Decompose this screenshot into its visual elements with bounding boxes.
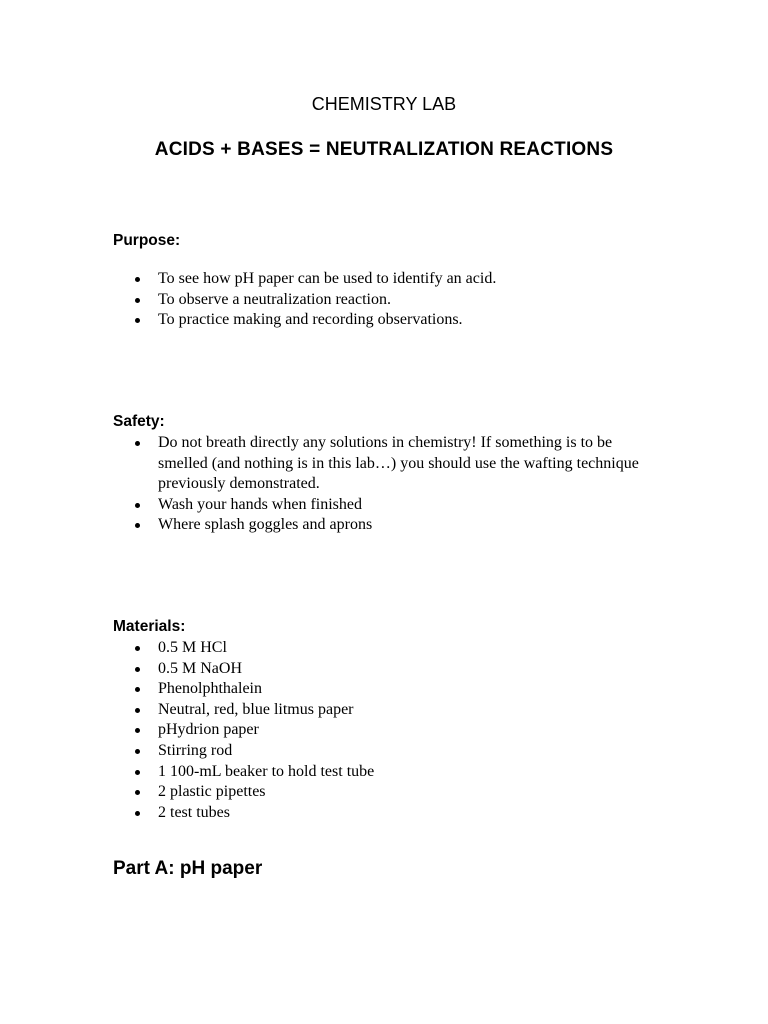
bullet-icon bbox=[135, 790, 140, 795]
list-item-text: To practice making and recording observations. bbox=[158, 311, 463, 329]
list-item bbox=[113, 290, 653, 311]
list-item-text: 0.5 M NaOH bbox=[158, 659, 242, 677]
list-item-text: Phenolphthalein bbox=[158, 680, 262, 698]
bullet-icon bbox=[135, 770, 140, 775]
list-item bbox=[113, 495, 653, 516]
list-item bbox=[113, 720, 653, 741]
list-item-text: 2 plastic pipettes bbox=[158, 783, 266, 801]
bullet-icon bbox=[135, 441, 140, 446]
list-item-text: Do not breath directly any solutions in chemistry! If something is to be smelled (and nothing is in this lab…) you should use the wafting technique previously demonstrated. bbox=[158, 434, 639, 493]
list-item bbox=[113, 433, 653, 495]
list-item bbox=[113, 679, 653, 700]
bullet-icon bbox=[135, 687, 140, 692]
bullet-icon bbox=[135, 503, 140, 508]
list-item-text: 2 test tubes bbox=[158, 803, 230, 821]
purpose-list bbox=[113, 269, 653, 331]
bullet-icon bbox=[135, 749, 140, 754]
list-item-text: Wash your hands when finished bbox=[158, 495, 363, 513]
bullet-icon bbox=[135, 523, 140, 528]
materials-list bbox=[113, 638, 653, 823]
list-item-text: To see how pH paper can be used to identify an acid. bbox=[158, 270, 497, 287]
list-item-text: Stirring rod bbox=[158, 741, 233, 759]
list-item bbox=[113, 310, 653, 331]
bullet-icon bbox=[135, 298, 140, 303]
list-item-text: Where splash goggles and aprons bbox=[158, 516, 373, 534]
document-subtitle: ACIDS + BASES = NEUTRALIZATION REACTIONS bbox=[154, 139, 614, 160]
list-item-text: Neutral, red, blue litmus paper bbox=[158, 700, 354, 718]
list-item bbox=[113, 515, 653, 536]
materials-heading: Materials: bbox=[113, 618, 186, 635]
list-item bbox=[113, 638, 653, 659]
bullet-icon bbox=[135, 277, 140, 282]
list-item-text: 1 100-mL beaker to hold test tube bbox=[158, 762, 375, 780]
bullet-icon bbox=[135, 728, 140, 733]
list-item bbox=[113, 700, 653, 721]
bullet-icon bbox=[135, 811, 140, 816]
list-item bbox=[113, 782, 653, 803]
bullet-icon bbox=[135, 708, 140, 713]
list-item-text: To observe a neutralization reaction. bbox=[158, 290, 391, 308]
list-item bbox=[113, 741, 653, 762]
document-title: CHEMISTRY LAB bbox=[311, 94, 457, 114]
safety-list bbox=[113, 433, 653, 536]
list-item bbox=[113, 269, 653, 290]
bullet-icon bbox=[135, 667, 140, 672]
bullet-icon bbox=[135, 646, 140, 651]
part-a-heading: Part A: pH paper bbox=[113, 858, 263, 879]
purpose-heading: Purpose: bbox=[113, 232, 181, 249]
list-item-text: 0.5 M HCl bbox=[158, 639, 227, 656]
list-item bbox=[113, 762, 653, 783]
list-item bbox=[113, 803, 653, 824]
list-item bbox=[113, 659, 653, 680]
bullet-icon bbox=[135, 318, 140, 323]
safety-heading: Safety: bbox=[113, 413, 165, 430]
list-item-text: pHydrion paper bbox=[158, 721, 259, 739]
